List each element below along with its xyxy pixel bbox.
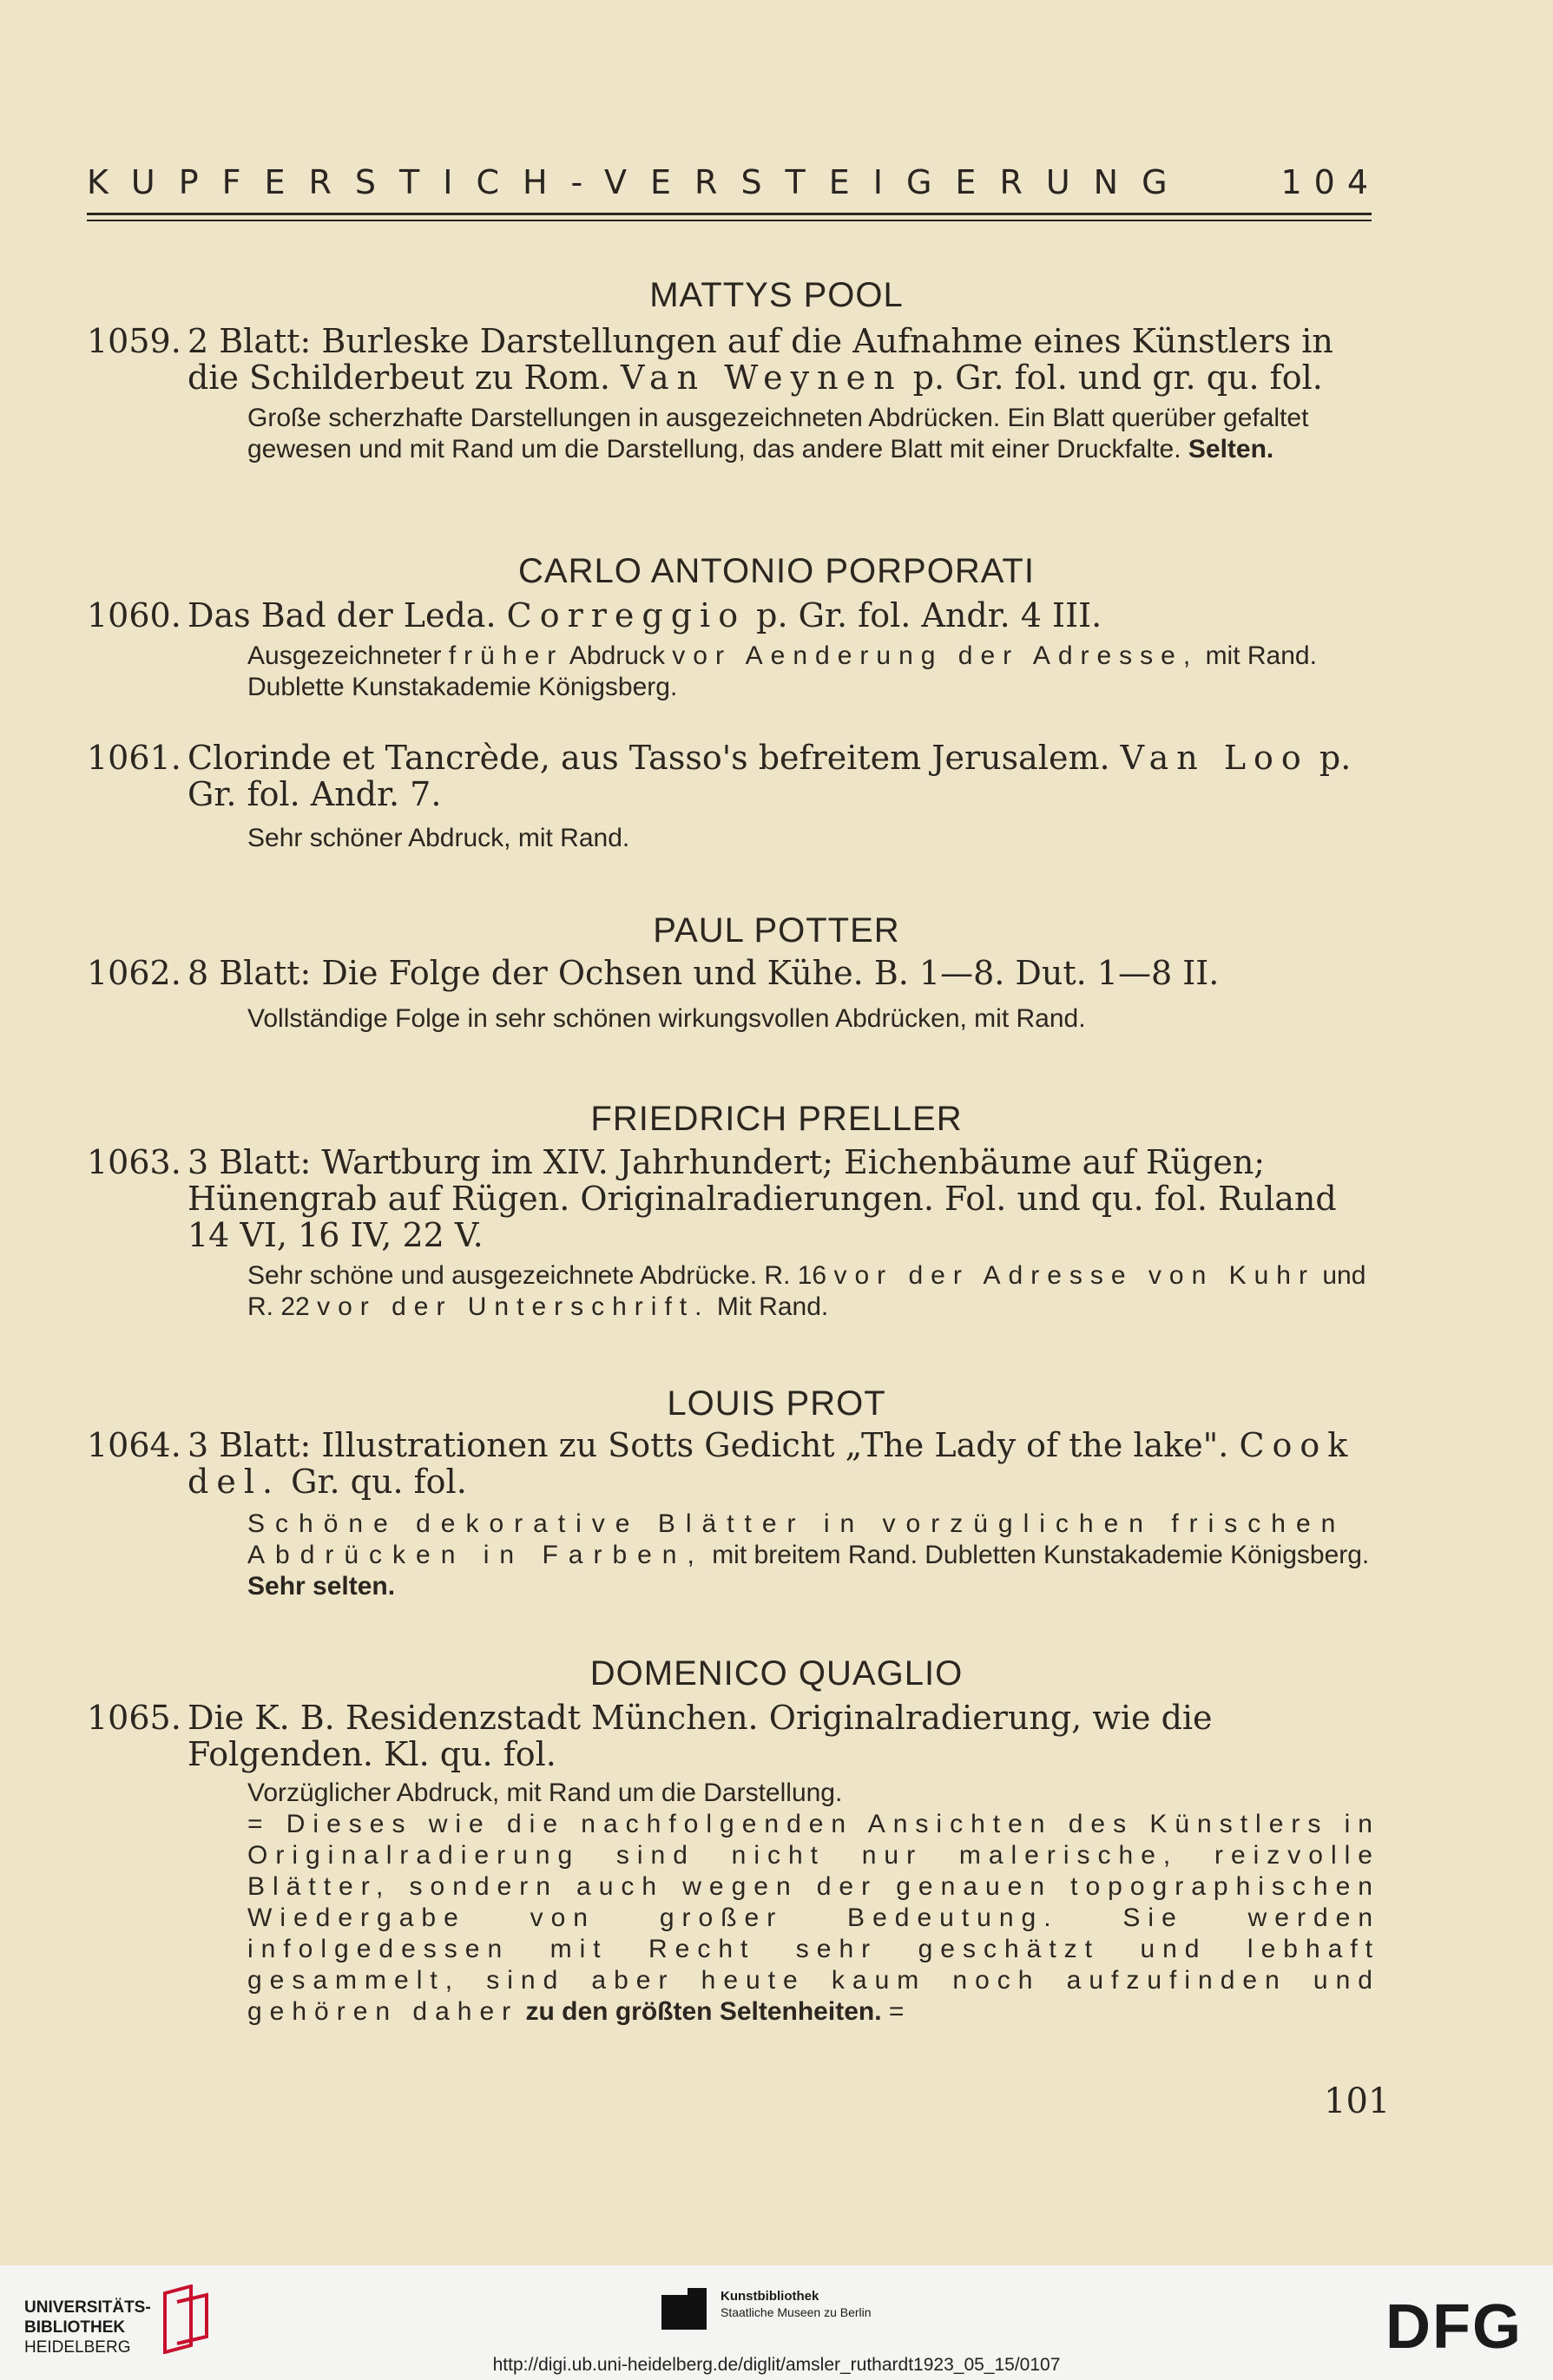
lot-note (247, 403, 1380, 465)
lot-format: p. Gr. fol. Andr. 4 III. (756, 596, 1102, 634)
lot-note (247, 1509, 1380, 1602)
page-number: 101 (1324, 2081, 1391, 2121)
lot-format: p. Gr. fol. und gr. qu. fol. (912, 358, 1323, 397)
lot-title: 8 Blatt: Die Folge der Ochsen und Kühe. B. 1—8. Dut. 1—8 II. (188, 954, 1220, 992)
lot-title (188, 323, 1380, 396)
lot-note-text: Sehr schöne und ausgezeichnete Abdrücke. R. 16 (247, 1261, 827, 1290)
lot-number: 1060. (87, 596, 181, 634)
lot-entry-1060 (87, 597, 1380, 634)
running-title: KUPFERSTICH-VERSTEIGERUNG (87, 163, 1191, 201)
lot-title (188, 740, 1380, 812)
lot-entry-1062 (87, 955, 1380, 991)
lot-note-emphasis: Selten. (1188, 435, 1274, 464)
lot-maker: Cook del. (188, 1426, 1356, 1501)
kunstbibliothek-logo[interactable] (721, 2288, 872, 2320)
kb-subtitle: Staatliche Museen zu Berlin (721, 2305, 872, 2319)
source-url-link[interactable]: http://digi.ub.uni-heidelberg.de/diglit/amsler_ruthardt1923_05_15/0107 (492, 2355, 1061, 2375)
lot-title-text: 2 Blatt: Burleske Darstellungen auf die Aufnahme eines Künstlers in die Schilderbeut zu Rom. (188, 322, 1333, 397)
artist-heading: PAUL POTTER (653, 911, 900, 950)
library-logo[interactable] (24, 2298, 151, 2357)
lot-number: 1065. (87, 1699, 181, 1737)
remark-text: = Dieses wie die nachfolgenden Ansichten des Künstlers in Originalradierung sind nicht nur malerische, reizvolle Blätter, sondern auch wegen der genauen topographischen Wiedergabe von großer Bedeutung. Sie werden infolgedessen mit Recht sehr geschätzt und lebhaft gesammelt, sind aber heute kaum noch aufzufinden und gehören daher (247, 1810, 1380, 2026)
library-name-line2: BIBLIOTHEK (24, 2318, 126, 2337)
kb-title: Kunstbibliothek (721, 2289, 819, 2304)
lot-note-spaced: Schöne dekorative Blätter in vorzüglichen frischen Abdrücken in Farben, (247, 1509, 1346, 1569)
lot-note: Vollständige Folge in sehr schönen wirkungsvollen Abdrücken, mit Rand. (247, 1004, 1086, 1033)
lot-note-text: Mit Rand. (716, 1292, 829, 1321)
header-rule (87, 213, 1372, 215)
lot-note-emphasis: Sehr selten. (247, 1572, 396, 1601)
lot-title: 3 Blatt: Wartburg im XIV. Jahrhundert; Eichenbäume auf Rügen; Hünengrab auf Rügen. Originalradierungen. Fol. und qu. fol. Ruland 14 VI, 16 IV, 22 V. (188, 1143, 1337, 1254)
lot-note (247, 1260, 1380, 1323)
lot-maker: Van Loo (1120, 739, 1309, 777)
lot-note-text: mit Rand. Dublette Kunstakademie Königsberg. (247, 641, 1317, 701)
lot-note: Vorzüglicher Abdruck, mit Rand um die Darstellung. (247, 1778, 843, 1807)
lot-number: 1062. (87, 954, 181, 992)
lot-title-text: Das Bad der Leda. (188, 596, 497, 634)
lot-note (247, 641, 1380, 703)
artist-heading: LOUIS PROT (667, 1384, 886, 1423)
header-rule-double (87, 220, 1372, 221)
running-head (87, 163, 1380, 201)
lot-maker: Van Weynen (621, 358, 903, 397)
artist-heading: FRIEDRICH PRELLER (590, 1100, 963, 1138)
lot-note-spaced: vor Aenderung der Adresse, (672, 641, 1199, 670)
lot-title (188, 597, 1380, 634)
lot-number: 1059. (87, 322, 181, 360)
artist-heading: MATTYS POOL (649, 276, 904, 314)
artist-heading: CARLO ANTONIO PORPORATI (518, 552, 1035, 590)
lot-note-spaced: vor der Unterschrift. (317, 1292, 710, 1321)
lot-note-text: mit breitem Rand. Dubletten Kunstakademie Königsberg. (712, 1541, 1370, 1569)
catalogue-number: 104 (1280, 163, 1380, 201)
lot-entry-1059 (87, 323, 1380, 396)
lot-note-text: Abdruck (569, 641, 665, 670)
lot-title-text: Clorinde et Tancrède, aus Tasso's befreitem Jerusalem. (188, 739, 1110, 777)
lot-title-text: 3 Blatt: Illustrationen zu Sotts Gedicht „The Lady of the lake". (188, 1426, 1229, 1464)
lot-maker: Correggio (506, 596, 747, 634)
lot-format: p. Gr. fol. Andr. 7. (188, 739, 1352, 813)
library-name-line3: HEIDELBERG (24, 2338, 131, 2357)
lot-title: Die K. B. Residenzstadt München. Originalradierung, wie die Folgenden. Kl. qu. fol. (188, 1699, 1213, 1773)
library-mark-icon (156, 2285, 217, 2354)
lot-note: Sehr schöner Abdruck, mit Rand. (247, 824, 630, 852)
lot-number: 1064. (87, 1426, 181, 1464)
lot-entry-1061 (87, 740, 1380, 812)
library-name-line1: UNIVERSITÄTS- (24, 2298, 151, 2317)
dfg-logo[interactable]: DFG (1385, 2292, 1523, 2362)
lot-title (188, 1427, 1380, 1500)
remark-end-mark: = (888, 1997, 905, 2026)
editorial-remark (247, 1809, 1380, 2028)
lot-note-text: Große scherzhafte Darstellungen in ausgezeichneten Abdrücken. Ein Blatt querüber gefaltet gewesen und mit Rand um die Darstellung, das andere Blatt mit einer Druckfalte. (247, 404, 1309, 464)
lot-note-text: Ausgezeichneter (247, 641, 442, 670)
remark-emphasis: zu den größten Seltenheiten. (525, 1997, 882, 2026)
lot-format: Gr. qu. fol. (291, 1463, 467, 1501)
lot-note-text: und R. 22 (247, 1261, 1366, 1321)
lot-entry-1064 (87, 1427, 1380, 1500)
artist-heading: DOMENICO QUAGLIO (589, 1654, 964, 1693)
lot-entry-1065 (87, 1700, 1380, 1772)
lot-note-spaced: vor der Adresse von Kuhr (833, 1261, 1315, 1290)
lot-note-spaced: früher (448, 641, 564, 670)
lot-number: 1063. (87, 1143, 181, 1181)
lot-number: 1061. (87, 739, 181, 777)
lot-entry-1063 (87, 1144, 1380, 1253)
